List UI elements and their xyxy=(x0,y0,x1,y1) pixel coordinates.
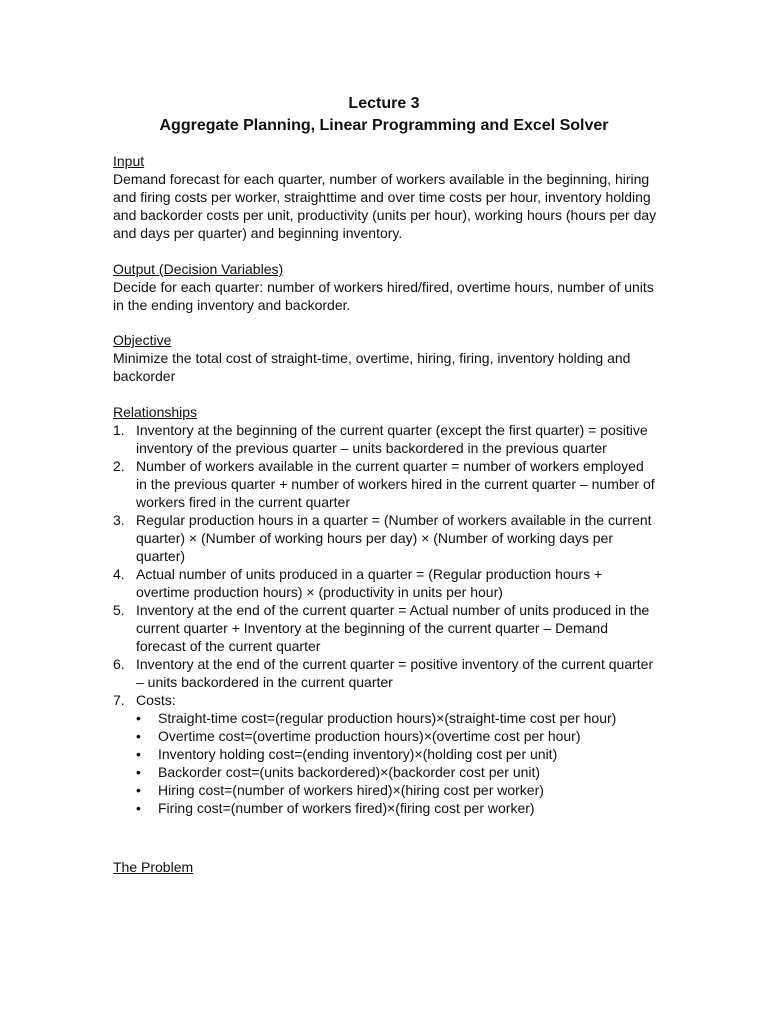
output-text: Decide for each quarter: number of workers hired/fired, overtime hours, number of units in the ending inventory and backorder. xyxy=(113,279,654,313)
list-item xyxy=(113,565,658,601)
input-text: Demand forecast for each quarter, number of workers available in the beginning, hiring and firing costs per worker, straighttime and over time costs per hour, inventory holding and backorder costs per unit, productivity (units per hour), working hours (hours per day and days per quarter) and beginning inventory. xyxy=(113,171,657,241)
cost-item-text: Straight-time cost=(regular production hours)×(straight-time cost per hour) xyxy=(158,710,617,726)
list-item-number: 1. xyxy=(113,422,125,438)
list-item xyxy=(113,457,658,511)
list-item-text: Inventory at the beginning of the current quarter (except the first quarter) = positive inventory of the previous quarter – units backordered in the previous quarter xyxy=(136,422,648,456)
output-heading: Output (Decision Variables) xyxy=(113,261,284,277)
input-heading: Input xyxy=(113,153,145,169)
bullet-icon: • xyxy=(136,710,141,726)
list-item xyxy=(113,511,658,565)
list-item-text: Number of workers available in the current quarter = number of workers employed in the previous quarter + number of workers hired in the current quarter – number of workers fired in the current quarter xyxy=(136,458,655,510)
bullet-icon: • xyxy=(136,728,141,744)
list-item-number: 2. xyxy=(113,458,125,474)
cost-item-text: Hiring cost=(number of workers hired)×(hiring cost per worker) xyxy=(158,782,544,798)
page-subtitle: Aggregate Planning, Linear Programming and Excel Solver xyxy=(159,117,609,134)
bullet-icon: • xyxy=(136,800,141,816)
input-section xyxy=(113,152,658,242)
relationships-heading: Relationships xyxy=(113,404,198,420)
costs-list xyxy=(136,709,658,817)
cost-item xyxy=(136,745,658,763)
list-item-number: 3. xyxy=(113,512,125,528)
title-block xyxy=(0,94,768,136)
list-item xyxy=(113,691,658,817)
list-item-text: Actual number of units produced in a quarter = (Regular production hours + overtime production hours) × (productivity in units per hour) xyxy=(136,566,603,600)
output-section xyxy=(113,260,658,314)
list-item xyxy=(113,601,658,655)
list-item-text: Inventory at the end of the current quarter = positive inventory of the current quarter – units backordered in the current quarter xyxy=(136,656,654,690)
list-item-number: 7. xyxy=(113,692,125,708)
list-item-text: Inventory at the end of the current quarter = Actual number of units produced in the current quarter + Inventory at the beginning of the current quarter – Demand forecast of the current quarter xyxy=(136,602,650,654)
objective-section xyxy=(113,331,658,385)
page-title: Lecture 3 xyxy=(348,95,420,112)
list-item-number: 6. xyxy=(113,656,125,672)
objective-heading: Objective xyxy=(113,332,172,348)
bullet-icon: • xyxy=(136,764,141,780)
cost-item xyxy=(136,763,658,781)
bullet-icon: • xyxy=(136,746,141,762)
cost-item xyxy=(136,781,658,799)
cost-item-text: Inventory holding cost=(ending inventory)×(holding cost per unit) xyxy=(158,746,558,762)
cost-item-text: Backorder cost=(units backordered)×(backorder cost per unit) xyxy=(158,764,541,780)
cost-item-text: Overtime cost=(overtime production hours)×(overtime cost per hour) xyxy=(158,728,581,744)
cost-item xyxy=(136,727,658,745)
list-item-number: 4. xyxy=(113,566,125,582)
list-item-text: Costs: xyxy=(136,692,176,708)
relationships-list xyxy=(113,421,658,817)
problem-section xyxy=(113,858,658,876)
cost-item xyxy=(136,799,658,817)
list-item xyxy=(113,655,658,691)
bullet-icon: • xyxy=(136,782,141,798)
objective-text: Minimize the total cost of straight-time, overtime, hiring, firing, inventory holding and backorder xyxy=(113,350,631,384)
problem-heading: The Problem xyxy=(113,859,194,875)
list-item-text: Regular production hours in a quarter = (Number of workers available in the current quarter) × (Number of working hours per day) × (Number of working days per quarter) xyxy=(136,512,652,564)
relationships-section xyxy=(113,403,658,817)
cost-item-text: Firing cost=(number of workers fired)×(firing cost per worker) xyxy=(158,800,535,816)
list-item-number: 5. xyxy=(113,602,125,618)
cost-item xyxy=(136,709,658,727)
list-item xyxy=(113,421,658,457)
